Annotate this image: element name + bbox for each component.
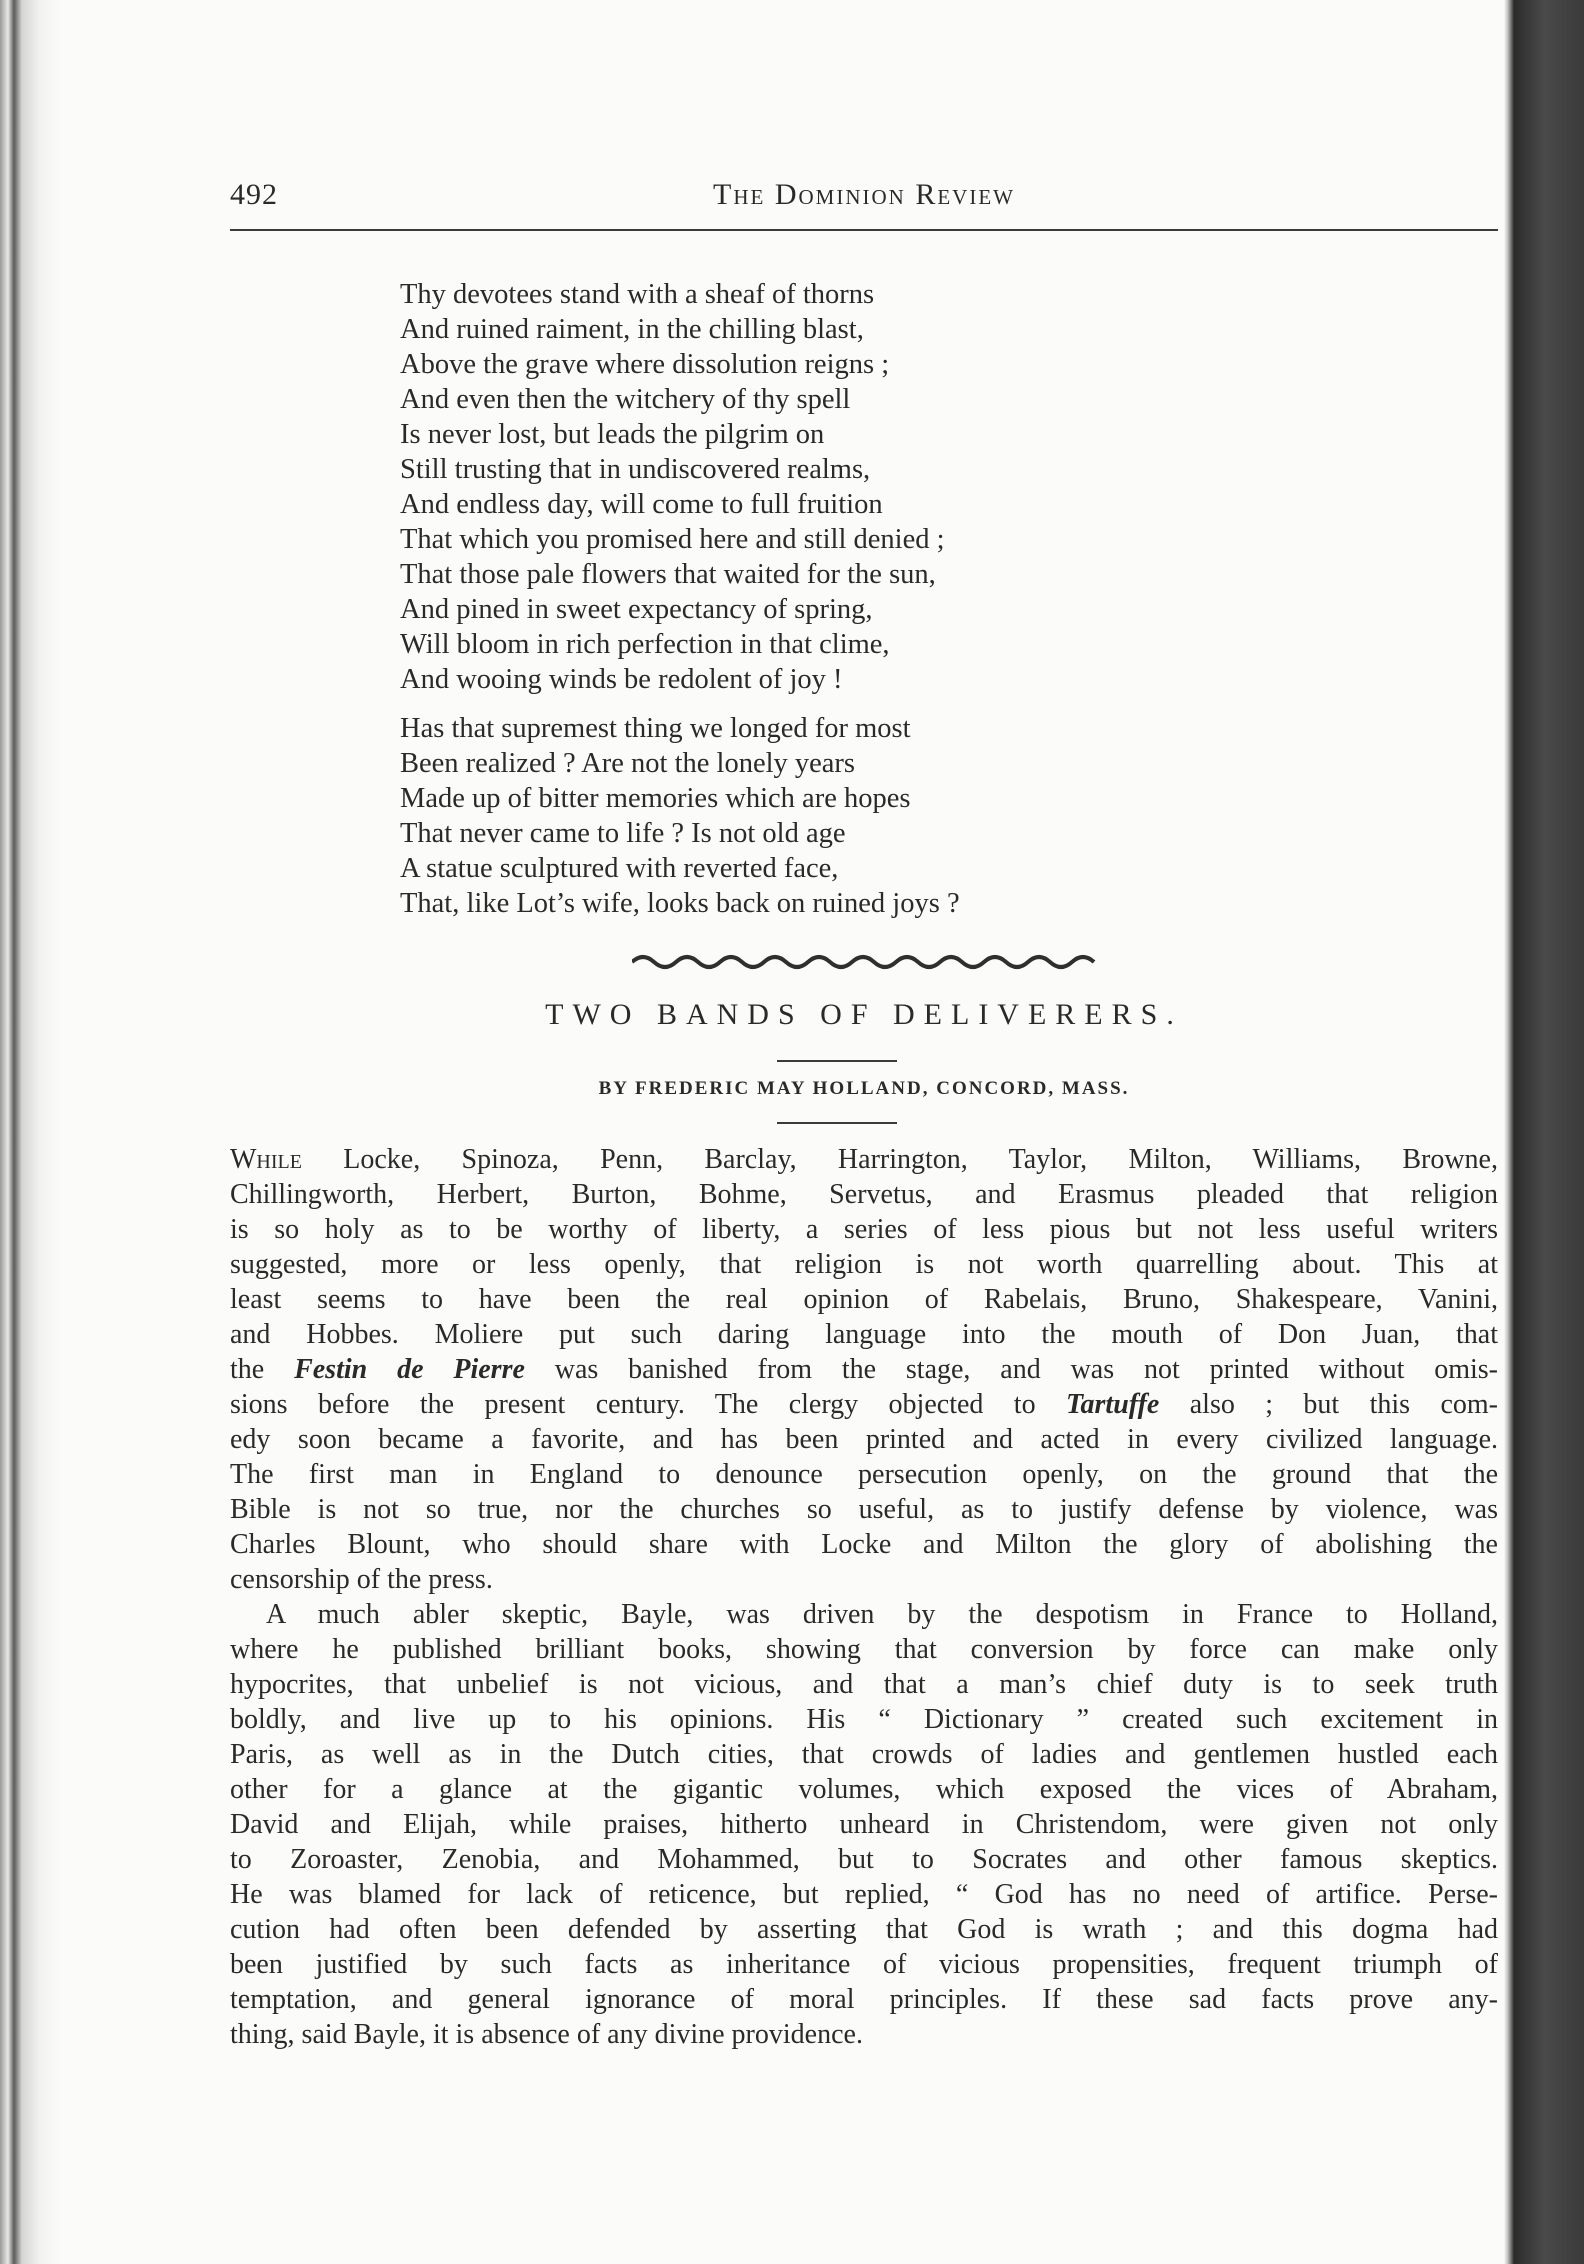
article-body bbox=[230, 1142, 1498, 2052]
poem-line: That, like Lot’s wife, looks back on ruined joys ? bbox=[400, 888, 960, 919]
poem-line: Thy devotees stand with a sheaf of thorns bbox=[400, 279, 875, 310]
poem-stanza-1 bbox=[400, 277, 960, 697]
text-line: sions before the present century. The clergy objected to Tartuffe also ; but this com- bbox=[230, 1389, 1498, 1420]
title-rule bbox=[777, 1060, 897, 1062]
text-line: edy soon became a favorite, and has been printed and acted in every civilized language. bbox=[230, 1424, 1498, 1455]
poem-line: Above the grave where dissolution reigns ; bbox=[400, 349, 890, 380]
book-edge-right bbox=[1504, 0, 1584, 2264]
poem-line: Has that supremest thing we longed for most bbox=[400, 713, 911, 744]
poem-line: And ruined raiment, in the chilling blast, bbox=[400, 314, 864, 345]
text-line: thing, said Bayle, it is absence of any divine providence. bbox=[230, 2019, 863, 2050]
poem-line: And endless day, will come to full fruition bbox=[400, 489, 883, 520]
article-byline: BY FREDERIC MAY HOLLAND, CONCORD, MASS. bbox=[598, 1078, 1130, 1099]
poem-line: And pined in sweet expectancy of spring, bbox=[400, 594, 873, 625]
byline-rule bbox=[777, 1122, 897, 1124]
text-line: censorship of the press. bbox=[230, 1564, 493, 1595]
drop-word: While bbox=[230, 1144, 302, 1175]
poem bbox=[400, 277, 960, 921]
running-head bbox=[230, 178, 1498, 222]
poem-line: Will bloom in rich perfection in that clime, bbox=[400, 629, 890, 660]
book-gutter-left bbox=[0, 0, 62, 2264]
text-line: cution had often been defended by asserting that God is wrath ; and this dogma had bbox=[230, 1914, 1498, 1945]
text-line: been justified by such facts as inheritance of vicious propensities, frequent triumph of bbox=[230, 1949, 1498, 1980]
italic-title: Tartuffe bbox=[1065, 1389, 1160, 1420]
text-line: the Festin de Pierre was banished from the stage, and was not printed without omis- bbox=[230, 1354, 1498, 1385]
text-line: hypocrites, that unbelief is not vicious, and that a man’s chief duty is to seek truth bbox=[230, 1669, 1498, 1700]
text-line: least seems to have been the real opinion of Rabelais, Bruno, Shakespeare, Vanini, bbox=[230, 1284, 1498, 1315]
text-line: While Locke, Spinoza, Penn, Barclay, Harrington, Taylor, Milton, Williams, Browne, bbox=[230, 1144, 1498, 1175]
poem-line: Made up of bitter memories which are hopes bbox=[400, 783, 911, 814]
poem-line: A statue sculptured with reverted face, bbox=[400, 853, 839, 884]
article-title: TWO BANDS OF DELIVERERS. bbox=[545, 998, 1183, 1031]
document-page bbox=[62, 0, 1504, 2264]
poem-line: That which you promised here and still denied ; bbox=[400, 524, 945, 555]
text-line: David and Elijah, while praises, hitherto unheard in Christendom, were given not only bbox=[230, 1809, 1498, 1840]
page-number: 492 bbox=[230, 178, 278, 211]
header-rule bbox=[230, 229, 1498, 231]
italic-title: Festin de Pierre bbox=[294, 1354, 525, 1385]
text-line: boldly, and live up to his opinions. His “ Dictionary ” created such excitement in bbox=[230, 1704, 1498, 1735]
poem-line: That those pale flowers that waited for the sun, bbox=[400, 559, 936, 590]
text-line: and Hobbes. Moliere put such daring language into the mouth of Don Juan, that bbox=[230, 1319, 1498, 1350]
journal-title: The Dominion Review bbox=[713, 178, 1015, 211]
text-line: where he published brilliant books, showing that conversion by force can make only bbox=[230, 1634, 1498, 1665]
poem-line: Still trusting that in undiscovered realms, bbox=[400, 454, 871, 485]
text-line: Bible is not so true, nor the churches so useful, as to justify defense by violence, was bbox=[230, 1494, 1498, 1525]
text-line: The first man in England to denounce persecution openly, on the ground that the bbox=[230, 1459, 1498, 1490]
wavy-ornament bbox=[632, 948, 1102, 972]
text-line: suggested, more or less openly, that religion is not worth quarrelling about. This at bbox=[230, 1249, 1498, 1280]
text-line: temptation, and general ignorance of moral principles. If these sad facts prove any- bbox=[230, 1984, 1498, 2015]
text-line: Paris, as well as in the Dutch cities, that crowds of ladies and gentlemen hustled each bbox=[230, 1739, 1498, 1770]
poem-stanza-2 bbox=[400, 711, 960, 921]
poem-line: Been realized ? Are not the lonely years bbox=[400, 748, 856, 779]
text-line: Chillingworth, Herbert, Burton, Bohme, Servetus, and Erasmus pleaded that religion bbox=[230, 1179, 1498, 1210]
text-line: to Zoroaster, Zenobia, and Mohammed, but to Socrates and other famous skeptics. bbox=[230, 1844, 1498, 1875]
poem-line: Is never lost, but leads the pilgrim on bbox=[400, 419, 825, 450]
poem-line: And even then the witchery of thy spell bbox=[400, 384, 851, 415]
text-line: Charles Blount, who should share with Locke and Milton the glory of abolishing the bbox=[230, 1529, 1498, 1560]
poem-line: And wooing winds be redolent of joy ! bbox=[400, 664, 843, 695]
text-line: A much abler skeptic, Bayle, was driven by the despotism in France to Holland, bbox=[266, 1599, 1498, 1630]
text-line: is so holy as to be worthy of liberty, a series of less pious but not less useful writers bbox=[230, 1214, 1498, 1245]
poem-line: That never came to life ? Is not old age bbox=[400, 818, 846, 849]
text-line: other for a glance at the gigantic volumes, which exposed the vices of Abraham, bbox=[230, 1774, 1498, 1805]
text-line: He was blamed for lack of reticence, but replied, “ God has no need of artifice. Perse- bbox=[230, 1879, 1498, 1910]
